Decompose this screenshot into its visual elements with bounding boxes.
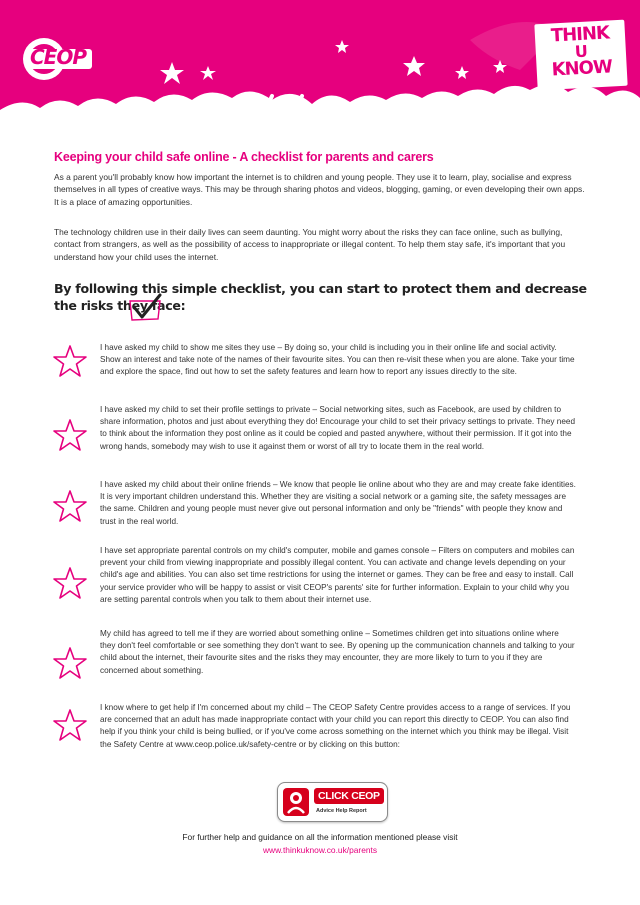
checklist-item: I know where to get help if I'm concerned about my child – The CEOP Safety Centre provides access to a range of services. If you are concerned that an adult has made inappropriate contact with your child you can report this directly to CEOP. You can also find help if you think your child is being bullied, or if you've come across something on the internet which you think may be illegal. Visit the Safety Centre at www.ceop.police.uk/safety-centre or by clicking on this button: [100,703,571,749]
click-ceop-label: CLICK CEOP [314,788,384,804]
star-checkbox-icon[interactable] [52,489,88,523]
checklist-lead: By following this simple checklist, you can start to protect them and decrease the risks they face: [54,281,587,313]
checklist-item: I have asked my child to show me sites they use – By doing so, your child is including you in their online life and social activity. Show an interest and take note of the names of their favourite sites. You can then re-visit these when you are alone. Take your time and explore the space, find out how to set the safety features and learn how to report any issues directly to the site. [100,343,575,377]
star-checkbox-icon[interactable] [52,344,88,378]
thinkuknow-logo[interactable] [534,20,627,91]
intro-paragraph: The technology children use in their daily lives can seem daunting. You might worry about the risks they can face online, such as bullying, contact from strangers, as well as the possibility of access to inappropriate or illegal content. To help them stay safe, it's important that you understand how your child uses the internet. [54,227,566,262]
click-ceop-sublabel: Advice Help Report [316,808,367,814]
checklist-item: I have asked my child to set their profile settings to private – Social networking sites, such as Facebook, are used by children to share information, photos and just about everything they do! Encourage your child to set their privacy settings to private. They need to think about the information they post online as it could be copied and pasted anywhere, without their permission. If it got into the wrong hands, somebody may wish to use it against them or worst of all try to locate them in the real world. [100,405,575,451]
click-ceop-button[interactable] [277,782,388,822]
star-checkbox-icon[interactable] [52,646,88,680]
tick-icon [128,293,162,323]
ceop-logo-text: CEOP [30,45,86,69]
star-checkbox-icon[interactable] [52,708,88,742]
footer-text: For further help and guidance on all the information mentioned please visit [182,832,458,842]
checklist-item: My child has agreed to tell me if they are worried about something online – Sometimes children get into situations online where they don't feel comfortable or see something they don't want to see. By opening up the communication channels and talking to your child about the internet, their favourite sites and the risks they may encounter, they are more likely to turn to you if they are concerned about something. [100,629,575,675]
thinkuknow-logo-line3: KNOW [551,56,613,81]
ceop-report-icon [282,787,310,817]
header-banner [0,0,640,140]
thinkuknow-logo-line1: THINK [550,22,610,47]
stripes-decoration [262,96,302,120]
checklist-item: I have asked my child about their online friends – We know that people lie online about who they are and may create fake identities. It is very important children understand this. Whether they are visiting a social network or a gaming site, the safety messages are the same. Children and young people must never give out personal information and only be "friends" with people they know and trust in the real world. [100,480,576,526]
intro-paragraph: As a parent you'll probably know how important the internet is to children and young people. They use it to learn, play, socialise and express themselves in all types of creative ways. This may be through sharing photos and videos, blogging, gaming, or even developing their own apps. It is a place of amazing opportunities. [54,172,585,207]
star-checkbox-icon[interactable] [52,566,88,600]
ceop-logo[interactable] [18,36,96,82]
thinkuknow-logo-line2: U [574,41,588,62]
checklist-item: I have set appropriate parental controls on my child's computer, mobile and games console – Filters on computers and mobiles can prevent your child from viewing inappropriate and possibly illegal content. You can activate and change levels depending on your child's age and abilities. You can also set time restrictions for using the internet or games. They can be free and easy to install. Call your service provider who will be happy to assist or visit CEOP's parents' site for further information. Explain to your child why you are setting parental controls when you talk to them about their internet use. [100,546,575,604]
page-title: Keeping your child safe online - A checklist for parents and carers [54,150,434,164]
star-checkbox-icon[interactable] [52,418,88,452]
footer-link[interactable]: www.thinkuknow.co.uk/parents [262,845,378,855]
